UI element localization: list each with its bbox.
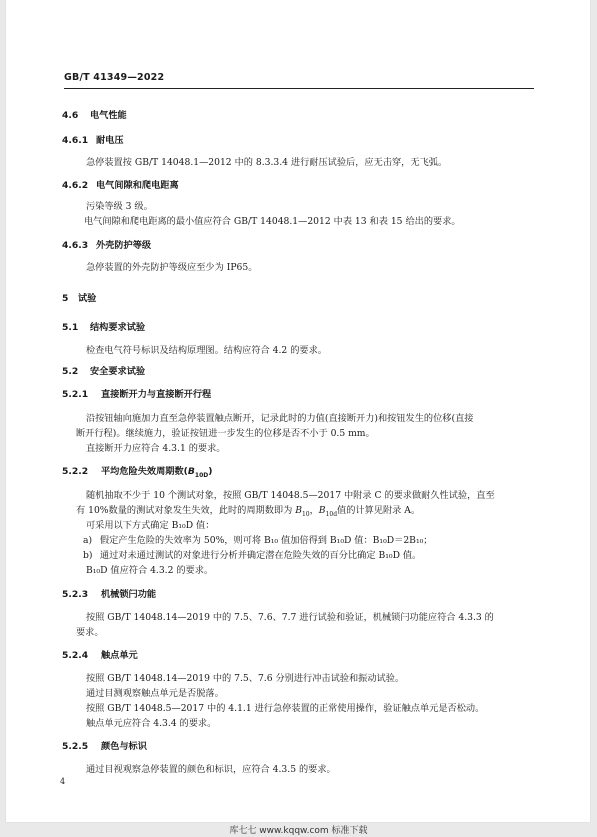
section-title: 电气性能 [90, 110, 127, 121]
paragraph: 通过目视观察急停装置的颜色和标识，应符合 4.3.5 的要求。 [86, 764, 336, 775]
heading-4-6 [0, 110, 597, 122]
paragraph-line: 断开行程)。继续施力，验证按钮进一步发生的位移是否不小于 0.5 mm。 [76, 428, 375, 439]
paragraph: 触点单元应符合 4.3.4 的要求。 [86, 718, 217, 729]
text: ， [309, 505, 319, 516]
section-title: 机械锁闩功能 [101, 589, 157, 600]
paragraph: 急停装置的外壳防护等级应至少为 IP65。 [86, 262, 258, 273]
section-title: 结构要求试验 [90, 322, 146, 333]
paragraph: 电气间隙和爬电距离的最小值应符合 GB/T 14048.1—2012 中表 13 和表 15 给出的要求。 [84, 216, 461, 227]
paragraph: 污染等级 3 级。 [86, 201, 153, 212]
section-number: 5.2 [62, 366, 79, 377]
section-number: 5.2.2 [62, 466, 89, 477]
paragraph: 通过目测观察触点单元是否脱落。 [86, 688, 224, 699]
section-number: 5.2.4 [62, 650, 89, 661]
section-number: 4.6.1 [62, 135, 89, 146]
symbol-subscript: 10d [325, 510, 338, 518]
list-text: 通过对未通过测试的对象进行分析并确定潜在危险失效的百分比确定 B₁₀D 值。 [99, 550, 422, 561]
heading-5 [0, 293, 597, 305]
paragraph-line: 沿按钮轴向施加力直至急停装置触点断开，记录此时的力值(直接断开力)和按钮发生的位移(直接 [86, 413, 474, 424]
heading-5-2-5 [0, 741, 597, 753]
paragraph-line: 按照 GB/T 14048.14—2019 中的 7.5、7.6、7.7 进行试验和验证，机械锁闩功能应符合 4.3.3 的 [86, 612, 494, 623]
symbol-b: B [187, 466, 195, 477]
section-number: 5.1 [62, 322, 79, 333]
section-number: 4.6.2 [62, 180, 89, 191]
section-title: 触点单元 [101, 650, 138, 661]
paragraph-line: 随机抽取不少于 10 个测试对象，按照 GB/T 14048.5—2017 中附录 C 的要求做耐久性试验，直至 [86, 490, 495, 501]
heading-4-6-3 [0, 240, 597, 252]
symbol-b: B [318, 505, 326, 516]
paragraph: 检查电气符号标识及结构原理图。结构应符合 4.2 的要求。 [86, 345, 327, 356]
section-title: 直接断开力与直接断开行程 [101, 389, 212, 400]
heading-4-6-2 [0, 180, 597, 192]
list-item-a [0, 535, 597, 547]
paragraph: 按照 GB/T 14048.14—2019 中的 7.5、7.6 分别进行冲击试验和振动试验。 [86, 673, 405, 684]
section-title-end: ) [208, 466, 213, 477]
section-title: 安全要求试验 [90, 366, 146, 377]
section-number: 5.2.1 [62, 389, 89, 400]
symbol-subscript: 10D [194, 471, 209, 479]
paragraph: 按照 GB/T 14048.5—2017 中的 4.1.1 进行急停装置的正常使用操作，验证触点单元是否松动。 [86, 703, 485, 714]
heading-5-1 [0, 322, 597, 334]
list-marker: a) [83, 535, 93, 546]
section-title: 电气间隙和爬电距离 [96, 180, 179, 191]
standard-number: GB/T 41349—2022 [64, 72, 165, 83]
watermark-text: 库七七 www.kqqw.com 标准下载 [229, 826, 368, 836]
paragraph: 急停装置按 GB/T 14048.1—2012 中的 8.3.3.4 进行耐压试验后，应无击穿，无飞弧。 [86, 157, 448, 168]
section-title: 耐电压 [96, 135, 124, 146]
heading-5-2-2 [0, 466, 597, 482]
paragraph: B₁₀D 值应符合 4.3.2 的要求。 [86, 565, 214, 576]
header-rule [64, 88, 534, 89]
section-title: 颜色与标识 [101, 741, 147, 752]
heading-5-2-4 [0, 650, 597, 662]
symbol-subscript: 10 [301, 510, 310, 518]
section-number: 5.2.5 [62, 741, 89, 752]
heading-5-2-3 [0, 589, 597, 601]
section-number: 5 [62, 293, 69, 304]
paragraph-line: 要求。 [76, 627, 104, 638]
section-number: 4.6.3 [62, 240, 89, 251]
page-number: 4 [60, 777, 66, 786]
symbol-b: B [295, 505, 302, 516]
section-number: 5.2.3 [62, 589, 89, 600]
section-title: 试验 [78, 293, 97, 304]
text: 值的计算见附录 A。 [337, 505, 421, 516]
section-title: 平均危险失效周期数( [101, 466, 188, 477]
list-marker: b) [83, 550, 93, 561]
heading-5-2-1 [0, 389, 597, 401]
paragraph-line [0, 505, 597, 521]
list-text: 假定产生危险的失效率为 50%，则可将 B₁₀ 值加倍得到 B₁₀D 值：B₁₀D＝2B₁₀； [99, 535, 433, 546]
list-item-b [0, 550, 597, 562]
heading-5-2 [0, 366, 597, 378]
section-title: 外壳防护等级 [96, 240, 152, 251]
heading-4-6-1 [0, 135, 597, 147]
paragraph: 可采用以下方式确定 B₁₀D 值： [86, 520, 215, 531]
text: 有 10%数量的测试对象发生失效，此时的周期数即为 [76, 505, 296, 516]
section-number: 4.6 [62, 110, 79, 121]
paragraph: 直接断开力应符合 4.3.1 的要求。 [86, 443, 226, 454]
